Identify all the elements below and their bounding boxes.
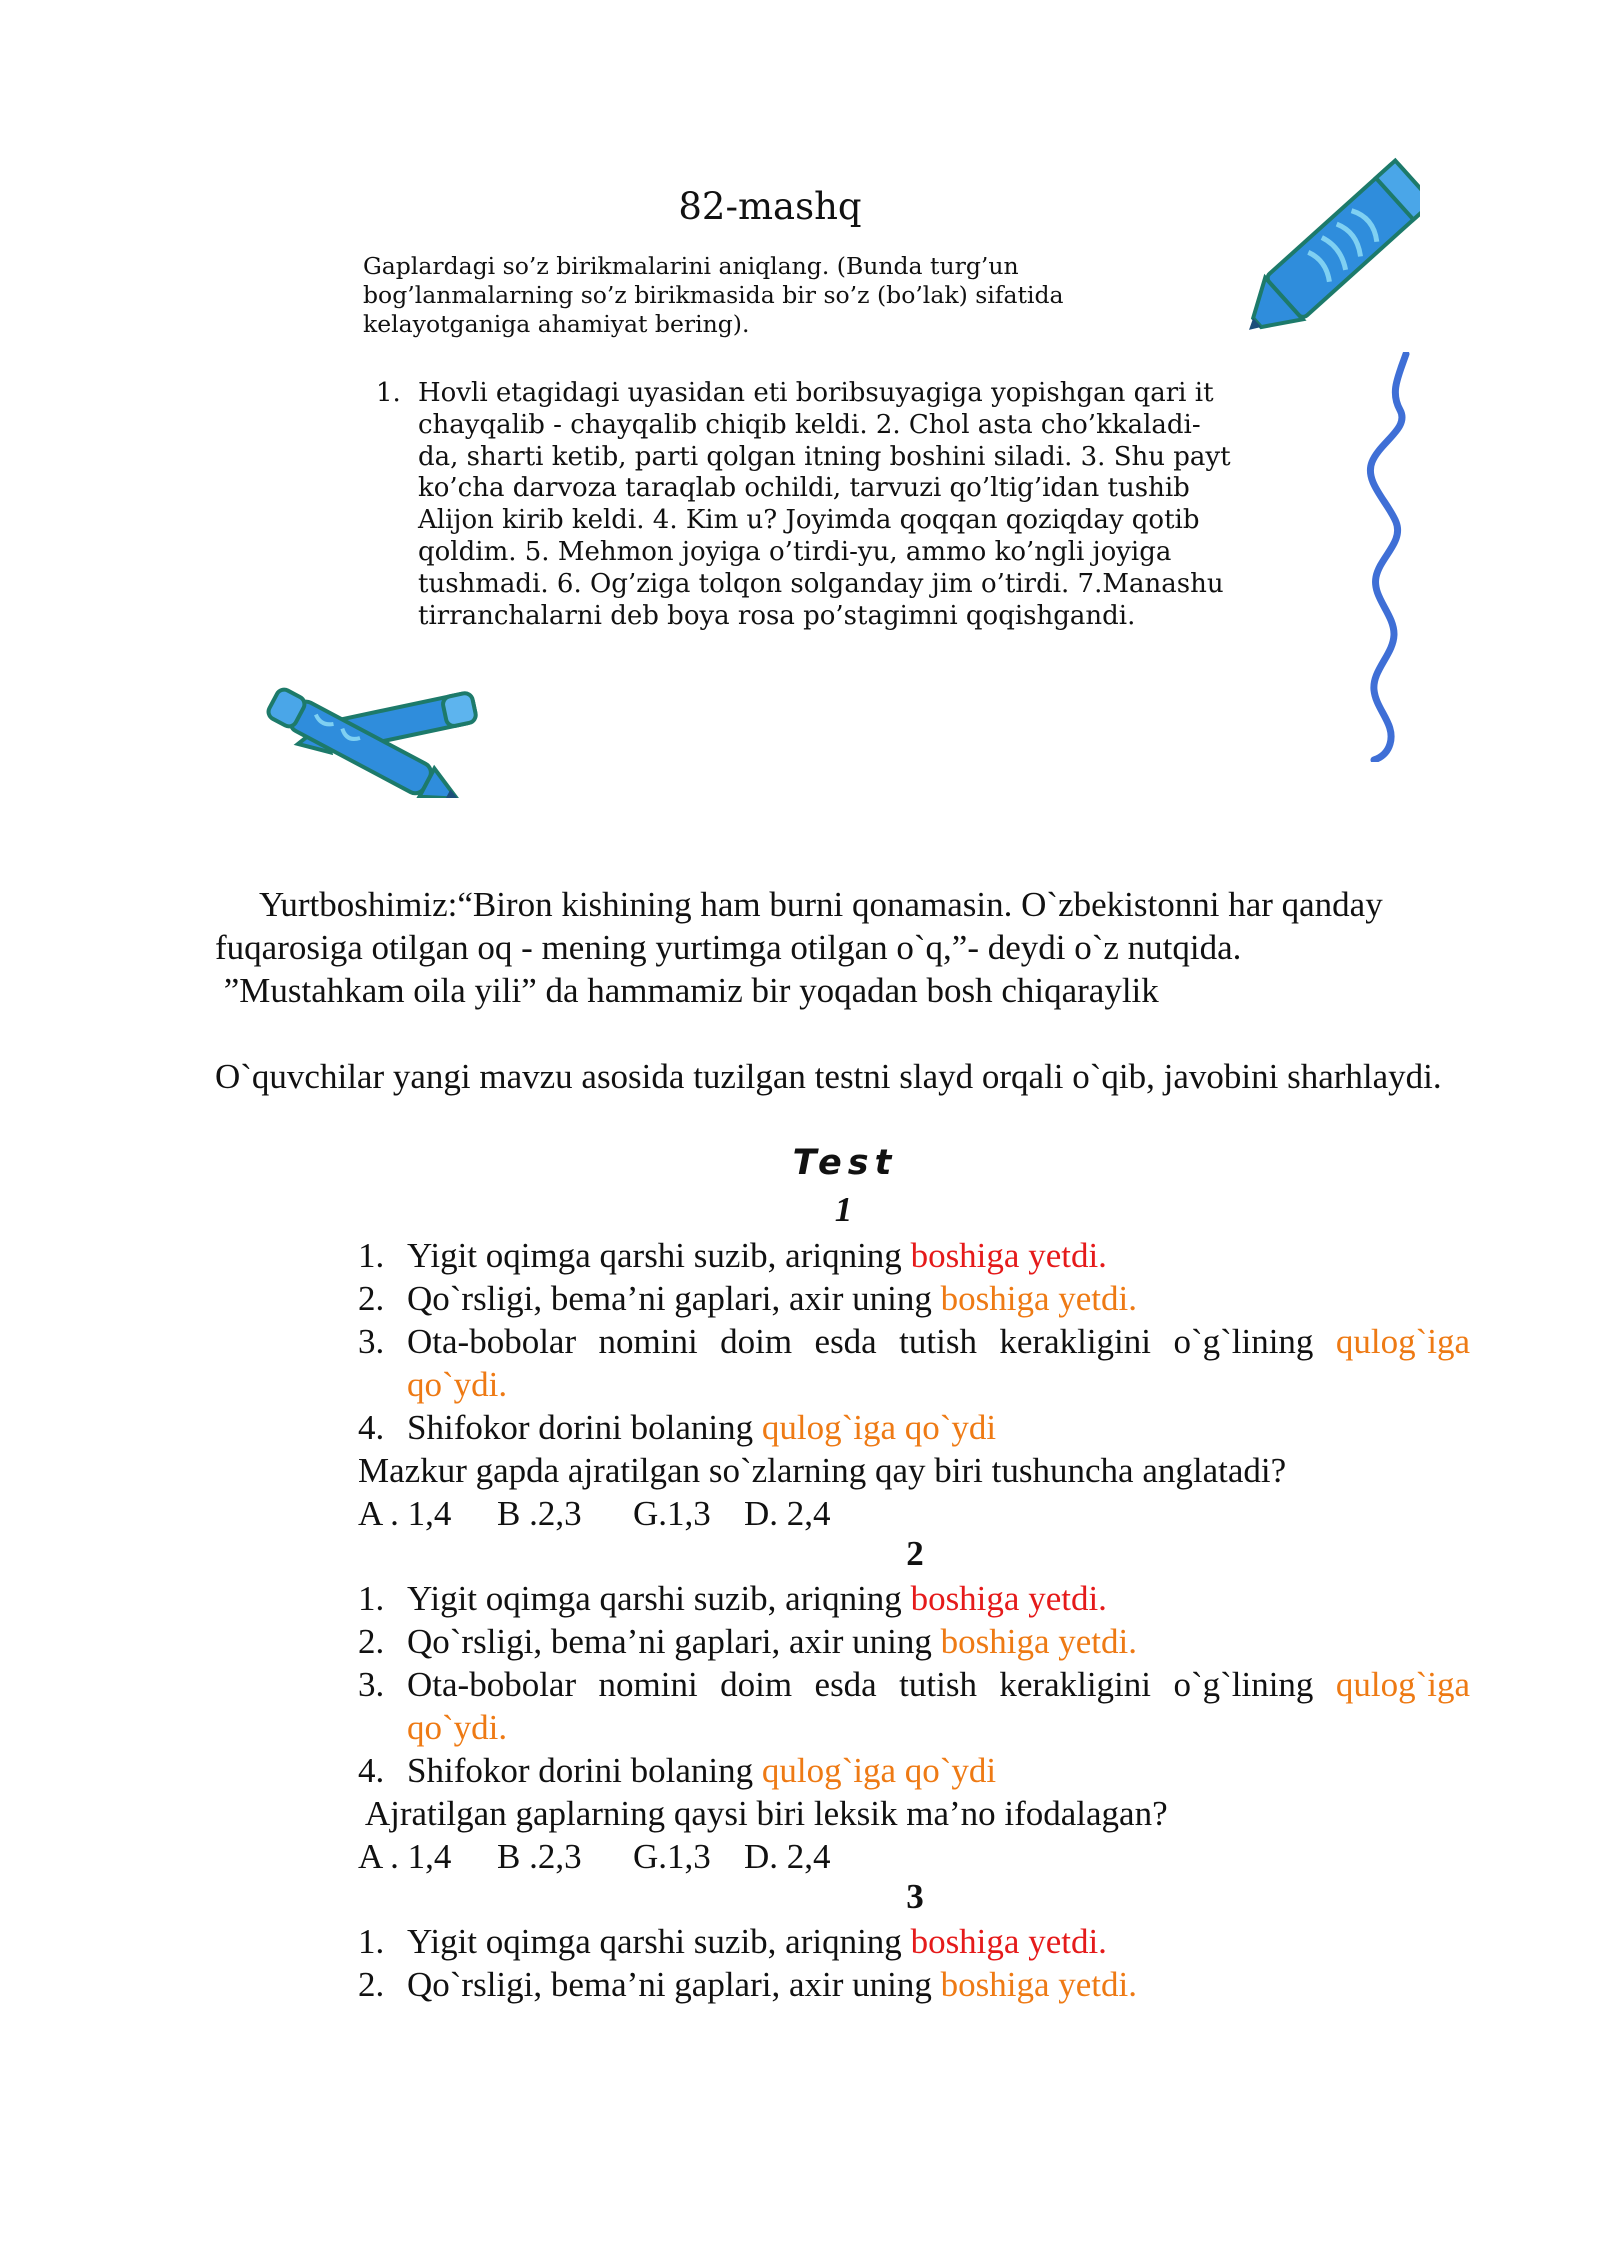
quote-paragraph	[215, 883, 1470, 1012]
item-text: Yigit oqimga qarshi suzib, ariqning	[407, 1922, 911, 1961]
item-number: 2.	[358, 1965, 385, 2004]
test-group-2-items	[358, 1577, 1470, 1878]
item-text: Ota-bobolar nomini doim esda tutish kerakligini o`g`lining	[407, 1322, 1336, 1361]
exercise-line: ko’cha darvoza taraqlab ochildi, tarvuzi qo’ltig’idan tushib	[418, 473, 1190, 504]
test-title: Test	[792, 1143, 898, 1183]
exercise-line: da, sharti ketib, parti qolgan itning boshini siladi. 3. Shu payt	[418, 441, 1231, 472]
test-group-number: 2	[906, 1534, 924, 1573]
instruction-line: kelayotganiga ahamiyat bering).	[363, 310, 750, 338]
pen-clipart-icon	[1240, 150, 1420, 365]
highlighted-phrase: qulog`iga qo`ydi.	[407, 1322, 1470, 1404]
quote-line: ”Mustahkam oila yili” da hammamiz bir yoqadan bosh chiqaraylik	[215, 971, 1159, 1010]
item-number: 1.	[358, 1579, 385, 1618]
exercise-sentences	[418, 378, 1338, 632]
highlighted-phrase: qulog`iga qo`ydi	[761, 1408, 997, 1447]
item-text: Qo`rsligi, bema’ni gaplari, axir uning	[407, 1279, 941, 1318]
highlighted-phrase: boshiga yetdi.	[910, 1922, 1107, 1961]
highlighted-phrase: boshiga yetdi.	[910, 1236, 1107, 1275]
test-item	[358, 1620, 1470, 1663]
answer-option-g: G.1,3	[633, 1837, 711, 1876]
test-group-1-items	[358, 1234, 1470, 1535]
test-item	[358, 1406, 1470, 1449]
exercise-line: Hovli etagidagi uyasidan eti boribsuyagiga yopishgan qari it	[418, 378, 1214, 408]
exercise-line: tirranchalarni deb boya rosa po’stagimni qoqishgandi.	[418, 600, 1136, 631]
highlighted-phrase: qulog`iga qo`ydi	[761, 1751, 997, 1790]
item-number: 4.	[358, 1408, 385, 1447]
pens-clipart-icon	[256, 668, 496, 798]
answer-option-g: G.1,3	[633, 1494, 711, 1533]
item-number: 2.	[358, 1279, 385, 1318]
item-text: Yigit oqimga qarshi suzib, ariqning	[407, 1579, 911, 1618]
squiggle-line-icon	[1360, 352, 1420, 762]
test-group-number: 3	[906, 1877, 924, 1916]
test-item	[358, 1749, 1470, 1792]
test-item	[358, 1963, 1470, 2006]
quote-line: Yurtboshimiz:“Biron kishining ham burni qonamasin. O`zbekistonni har qanday	[259, 885, 1383, 924]
highlighted-phrase: boshiga yetdi.	[940, 1965, 1137, 2004]
test-group-number: 1	[834, 1190, 853, 1229]
exercise-line: qoldim. 5. Mehmon joyiga o’tirdi-yu, ammo ko’ngli joyiga	[418, 536, 1172, 567]
instruction-line: bog’lanmalarning so’z birikmasida bir so’z (bo’lak) sifatida	[363, 281, 1064, 309]
answer-option-d: D. 2,4	[744, 1494, 831, 1533]
exercise-line: Alijon kirib keldi. 4. Kim u? Joyimda qoqqan qoziqday qotib	[418, 505, 1200, 536]
instruction-line: Gaplardagi so’z birikmalarini aniqlang. (Bunda turg’un	[363, 252, 1019, 280]
item-text: Yigit oqimga qarshi suzib, ariqning	[407, 1236, 911, 1275]
item-number: 3.	[358, 1665, 385, 1704]
exercise-line: tushmadi. 6. Og’ziga tolqon solganday jim o’tirdi. 7.Manashu	[418, 568, 1224, 599]
answer-option-b: B .2,3	[497, 1494, 582, 1533]
highlighted-phrase: boshiga yetdi.	[910, 1579, 1107, 1618]
test-item	[358, 1663, 1470, 1749]
exercise-title: 82-mashq	[678, 185, 862, 228]
highlighted-phrase: boshiga yetdi.	[940, 1622, 1137, 1661]
highlighted-phrase: boshiga yetdi.	[940, 1279, 1137, 1318]
item-number: 4.	[358, 1751, 385, 1790]
test-question: Mazkur gapda ajratilgan so`zlarning qay biri tushuncha anglatadi?	[358, 1451, 1287, 1490]
answer-options	[358, 1492, 1470, 1535]
item-number: 3.	[358, 1322, 385, 1361]
item-text: Qo`rsligi, bema’ni gaplari, axir uning	[407, 1622, 941, 1661]
test-item	[358, 1320, 1470, 1406]
test-group-3-items	[358, 1920, 1470, 2006]
test-question: Ajratilgan gaplarning qaysi biri leksik ma’no ifodalagan?	[358, 1794, 1168, 1833]
answer-option-a: A . 1,4	[358, 1837, 452, 1876]
answer-options	[358, 1835, 1470, 1878]
item-number: 1.	[358, 1922, 385, 1961]
quote-line: fuqarosiga otilgan oq - mening yurtimga otilgan o`q,”- deydi o`z nutqida.	[215, 928, 1242, 967]
item-text: Shifokor dorini bolaning	[407, 1751, 762, 1790]
test-item	[358, 1920, 1470, 1963]
highlighted-phrase: qulog`iga qo`ydi.	[407, 1665, 1470, 1747]
item-text: Ota-bobolar nomini doim esda tutish kerakligini o`g`lining	[407, 1665, 1336, 1704]
test-item	[358, 1577, 1470, 1620]
answer-option-d: D. 2,4	[744, 1837, 831, 1876]
exercise-instruction	[363, 252, 1163, 339]
item-number: 1.	[358, 1236, 385, 1275]
answer-option-a: A . 1,4	[358, 1494, 452, 1533]
item-number: 2.	[358, 1622, 385, 1661]
test-instruction: O`quvchilar yangi mavzu asosida tuzilgan testni slayd orqali o`qib, javobini sharhlaydi.	[215, 1057, 1442, 1096]
item-text: Shifokor dorini bolaning	[407, 1408, 762, 1447]
test-item	[358, 1234, 1470, 1277]
answer-option-b: B .2,3	[497, 1837, 582, 1876]
test-item	[358, 1277, 1470, 1320]
exercise-line: chayqalib - chayqalib chiqib keldi. 2. Chol asta cho’kkaladi-	[418, 409, 1201, 440]
item-text: Qo`rsligi, bema’ni gaplari, axir uning	[407, 1965, 941, 2004]
exercise-item-number: 1.	[376, 378, 401, 408]
